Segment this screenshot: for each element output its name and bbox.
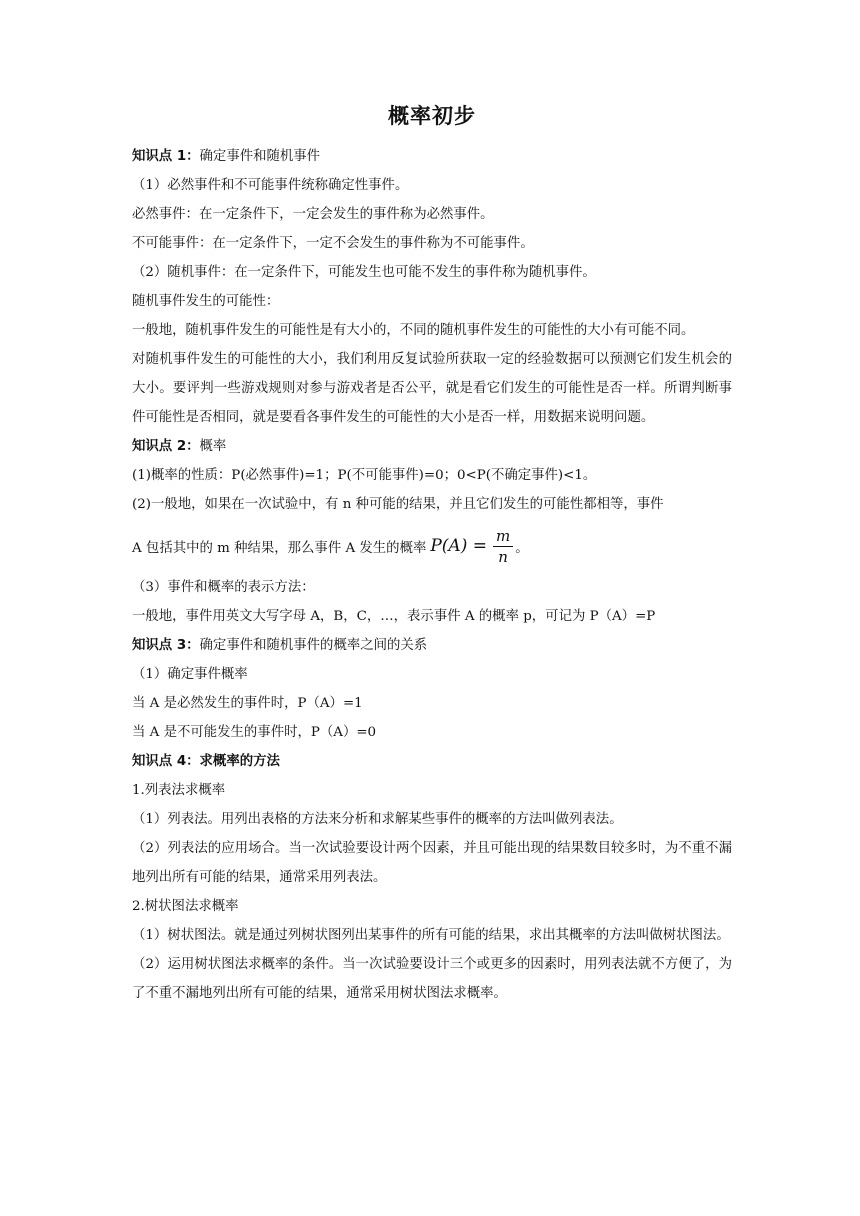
kp2-line: (1)概率的性质：P(必然事件)=1；P(不可能事件)=0；0<P(不确定事件)<1。 bbox=[132, 468, 597, 483]
kp3-line: （1）确定事件概率 bbox=[132, 667, 248, 682]
document-content bbox=[132, 100, 732, 1008]
kp4-paragraph: （2）运用树状图法求概率的条件。当一次试验要设计三个或更多的因素时，用列表法就不方便了，为了不重不漏地列出所有可能的结果，通常采用树状图法求概率。 bbox=[132, 957, 732, 1001]
kp1-paragraph: 一般地，随机事件发生的可能性是有大小的，不同的随机事件发生的可能性的大小有可能不同。 bbox=[132, 323, 695, 338]
kp1-line: 不可能事件：在一定条件下，一定不会发生的事件称为不可能事件。 bbox=[132, 236, 534, 251]
kp4-line: 1.列表法求概率 bbox=[132, 783, 226, 798]
kp2-formula-line bbox=[132, 519, 732, 573]
kp1-line: 随机事件发生的可能性： bbox=[132, 294, 280, 309]
formula-prefix: A 包括其中的 m 种结果，那么事件 A 发生的概率 bbox=[132, 540, 427, 556]
kp4-heading bbox=[132, 747, 732, 776]
kp4-label: 知识点 4： bbox=[132, 754, 200, 769]
kp2-title: 概率 bbox=[199, 439, 227, 454]
kp3-label: 知识点 3： bbox=[132, 638, 200, 653]
probability-formula bbox=[430, 527, 513, 566]
formula-numerator: m bbox=[493, 527, 513, 547]
kp1-line: （1）必然事件和不可能事件统称确定性事件。 bbox=[132, 178, 409, 193]
kp4-line: 2.树状图法求概率 bbox=[132, 899, 239, 914]
kp4-paragraph: （2）列表法的应用场合。当一次试验要设计两个因素，并且可能出现的结果数目较多时，为不重不漏地列出所有可能的结果，通常采用列表法。 bbox=[132, 841, 732, 885]
formula-fraction bbox=[493, 527, 513, 566]
formula-denominator: n bbox=[498, 547, 508, 566]
kp3-line: 当 A 是不可能发生的事件时，P（A）=0 bbox=[132, 725, 377, 740]
kp3-title: 确定事件和随机事件的概率之间的关系 bbox=[199, 638, 428, 653]
kp1-paragraph: 对随机事件发生的可能性的大小，我们利用反复试验所获取一定的经验数据可以预测它们发生机会的大小。要评判一些游戏规则对参与游戏者是否公平，就是看它们发生的可能性是否一样。所谓判断事件可能性是否相同，就是要看各事件发生的可能性的大小是否一样，用数据来说明问题。 bbox=[132, 352, 732, 425]
kp1-title: 确定事件和随机事件 bbox=[199, 149, 321, 164]
kp1-label: 知识点 1： bbox=[132, 149, 200, 164]
kp3-heading bbox=[132, 631, 732, 660]
kp4-line: （1）列表法。用列出表格的方法来分析和求解某些事件的概率的方法叫做列表法。 bbox=[132, 812, 623, 827]
formula-suffix: 。 bbox=[515, 540, 529, 556]
kp2-line: （3）事件和概率的表示方法： bbox=[132, 580, 315, 595]
kp1-line: （2）随机事件：在一定条件下，可能发生也可能不发生的事件称为随机事件。 bbox=[132, 265, 596, 280]
kp2-label: 知识点 2： bbox=[132, 439, 200, 454]
kp1-line: 必然事件：在一定条件下，一定会发生的事件称为必然事件。 bbox=[132, 207, 494, 222]
kp3-line: 当 A 是必然发生的事件时，P（A）=1 bbox=[132, 696, 363, 711]
kp4-paragraph: （1）树状图法。就是通过列树状图列出某事件的所有可能的结果，求出其概率的方法叫做树状图法。 bbox=[132, 928, 730, 943]
kp1-heading bbox=[132, 142, 732, 171]
kp2-line: 一般地，事件用英文大写字母 A，B，C，…，表示事件 A 的概率 p，可记为 P（A）=P bbox=[132, 609, 656, 624]
kp2-heading bbox=[132, 432, 732, 461]
kp2-line: (2)一般地，如果在一次试验中，有 n 种可能的结果，并且它们发生的可能性都相等，事件 bbox=[132, 497, 664, 512]
page-title: 概率初步 bbox=[388, 104, 476, 128]
formula-lhs: P(A) = bbox=[430, 536, 487, 556]
kp4-title: 求概率的方法 bbox=[199, 754, 280, 769]
